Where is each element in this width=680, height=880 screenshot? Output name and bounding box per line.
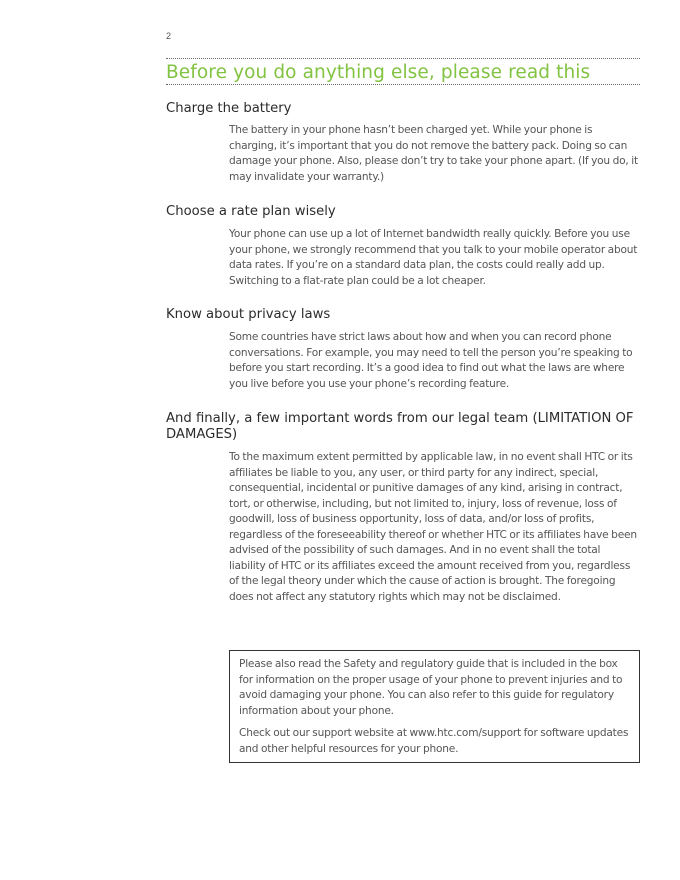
page-title: Before you do anything else, please read this xyxy=(166,62,591,83)
body-limitation-of-damages: To the maximum extent permitted by applicable law, in no event shall HTC or its affiliates be liable to you, any user, or third party for any indirect, special, consequential, incidental or punitive damages of any kind, arising in contract, tort, or otherwise, including, but not limited to, injury, loss of revenue, loss of goodwill, loss of business opportunity, loss of data, and/or loss of profits, regardless of the foreseeability thereof or whether HTC or its affiliates have been advised of the possibility of such damages. And in no event shall the total liability of HTC or its affiliates exceed the amount received from you, regardless of the legal theory under which the cause of action is brought. The foregoing does not affect any statutory rights which may not be disclaimed. xyxy=(229,451,637,603)
page-number: 2 xyxy=(166,31,172,41)
heading-choose-rate-plan: Choose a rate plan wisely xyxy=(166,204,336,219)
heading-charge-the-battery: Charge the battery xyxy=(166,101,292,116)
heading-privacy-laws: Know about privacy laws xyxy=(166,307,331,322)
heading-limitation-of-damages: And finally, a few important words from our legal team (LIMITATION OF DAMAGES) xyxy=(166,411,634,442)
note-safety-guide: Please also read the Safety and regulatory guide that is included in the box for information on the proper usage of your phone to prevent injuries and to avoid damaging your phone. You can also refer to this guide for regulatory information about your phone. xyxy=(239,658,623,717)
body-charge-the-battery: The battery in your phone hasn’t been charged yet. While your phone is charging, it’s important that you do not remove the battery pack. Doing so can damage your phone. Also, please don’t try to take your phone apart. (If you do, it may invalidate your warranty.) xyxy=(229,124,638,183)
note-box xyxy=(229,650,640,763)
body-choose-rate-plan: Your phone can use up a lot of Internet bandwidth really quickly. Before you use your phone, we strongly recommend that you talk to your mobile operator about data rates. If you’re on a standard data plan, the costs could really add up. Switching to a flat-rate plan could be a lot cheaper. xyxy=(229,228,638,287)
note-support-website: Check out our support website at www.htc.com/support for software updates and other helpful resources for your phone. xyxy=(239,727,629,755)
title-block xyxy=(166,58,640,85)
body-privacy-laws: Some countries have strict laws about how and when you can record phone conversations. For example, you may need to tell the person you’re speaking to before you start recording. It’s a good idea to find out what the laws are where you live before you use your phone’s recording feature. xyxy=(229,331,633,390)
